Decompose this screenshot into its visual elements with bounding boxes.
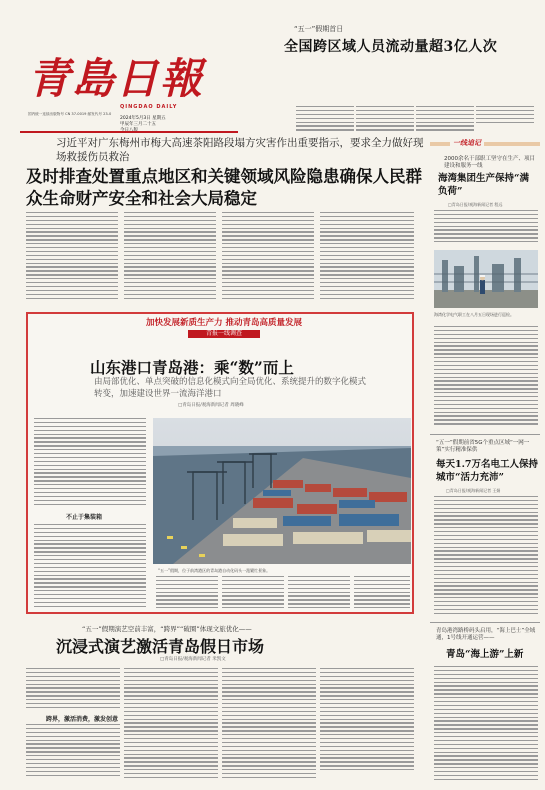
feature-body-column xyxy=(222,576,284,610)
feature-body-column xyxy=(34,418,146,508)
feature-subtitle-block xyxy=(84,318,364,340)
text-column xyxy=(416,106,474,136)
feature-tag: 青报一线调查 xyxy=(188,330,260,338)
plant-photo-svg xyxy=(434,250,538,308)
sidebar-separator xyxy=(430,622,540,623)
feature-body-column xyxy=(288,576,350,610)
port-photo[interactable] xyxy=(153,418,411,564)
sidebar-body-column xyxy=(434,326,538,426)
date-line: 2024年5月3日 星期五 xyxy=(120,116,166,121)
lead-kicker: 习近平对广东梅州市梅大高速茶阳路段塌方灾害作出重要指示，要求全力做好现场救援伤员救治 xyxy=(56,137,424,163)
lead-headline[interactable]: 及时排查处置重点地区和关键领域风险隐患确保人民群众生命财产安全和社会大局稳定 xyxy=(26,167,422,208)
sidebar-story3-kicker: 青岛港湾路桥码头启用，“海上巴士”全域通，1号线开通运营—— xyxy=(436,628,536,641)
port-photo-svg xyxy=(153,418,411,564)
sidebar-photo-caption: 海湾化学电气职工在八月五日现场进行巡检。 xyxy=(434,312,514,317)
section-label-text: 一线追记 xyxy=(450,138,484,148)
chemical-plant-photo[interactable] xyxy=(434,250,538,308)
feature-body-column xyxy=(354,576,410,610)
section-label-bar xyxy=(430,142,540,146)
feature-title[interactable]: 山东港口青岛港：乘“数”而上 xyxy=(90,358,294,377)
sidebar-story2-kicker: “五一”假期前省5G个重点区域“一网一策”实行精准保供 xyxy=(436,440,530,453)
text-column xyxy=(356,106,414,136)
sidebar-story1-byline: □青岛日报/观海新闻记者 程远 xyxy=(448,202,503,207)
bottom-body-column xyxy=(320,668,414,782)
newspaper-logo: 青島日報 xyxy=(28,54,205,103)
feature-body-column xyxy=(34,524,146,610)
sidebar-story1-kicker: 2000余名干部职工坚守在生产、项目建设和服务一线 xyxy=(444,156,535,169)
photo-caption: “五一”假期，位于前湾港区的青岛港自动化码头一派繁忙景象。 xyxy=(158,568,271,573)
sidebar-story2-headline[interactable]: 每天1.7万名电工人保持城市“活力充沛” xyxy=(436,459,539,483)
top-banner-story[interactable] xyxy=(240,14,538,134)
feature-byline: □青岛日报/观海新闻记者 周晓峰 xyxy=(178,403,244,408)
lead-body-column xyxy=(26,212,118,302)
feature-subtitle: 加快发展新质生产力 推动青岛高质量发展 xyxy=(146,318,302,328)
lead-body-column xyxy=(222,212,314,302)
bottom-headline[interactable]: 沉浸式演艺激活青岛假日市场 xyxy=(56,637,265,656)
bottom-body-column xyxy=(26,724,120,782)
sidebar-body-column xyxy=(434,496,538,616)
text-column xyxy=(476,106,534,136)
bottom-body-column xyxy=(124,668,218,782)
bottom-kicker: “五一”假期演艺空前丰富，“跨界”“破圈”体现文旅优化—— xyxy=(82,625,252,633)
logo-english: QINGDAO DAILY xyxy=(120,104,178,110)
masthead-rule xyxy=(20,131,238,133)
sidebar-story1-headline[interactable]: 海湾集团生产保持“满负荷” xyxy=(438,173,529,197)
bottom-body-column xyxy=(26,668,120,712)
feature-box[interactable] xyxy=(26,312,414,614)
feature-column-heading: 不止于集装箱 xyxy=(66,514,103,521)
sidebar-story2-byline: □青岛日报/观海新闻记者 王娟 xyxy=(446,488,501,493)
sidebar-body-column xyxy=(434,210,538,246)
top-banner-headline[interactable]: 全国跨区域人员流动量超3亿人次 xyxy=(284,39,498,55)
top-banner-columns xyxy=(296,106,536,136)
lunar-line: 甲辰年三月二十五 xyxy=(120,122,156,127)
text-column xyxy=(296,106,354,136)
lead-body-column xyxy=(124,212,216,302)
sidebar-body-column xyxy=(434,666,538,782)
bottom-byline: □青岛日报/观海新闻记者 米凯文 xyxy=(160,657,226,662)
bottom-body-column xyxy=(222,668,316,782)
issue-line: 国内统一连续出版物号 CN 37-0019 邮发代号 23-0 xyxy=(28,112,112,116)
bottom-sub-heading: 跨界，激活消费，激发创意 xyxy=(46,716,119,723)
sidebar-story3-headline[interactable]: 青岛“海上游”上新 xyxy=(446,649,524,660)
sidebar-separator xyxy=(430,434,540,435)
top-banner-kicker: “五一”假期首日 xyxy=(294,25,344,33)
feature-body-column xyxy=(156,576,218,610)
feature-deck: 由局部优化、单点突破的信息化模式向全局优化、系统提升的数字化模式转变，加速建设世界一流海洋港口 xyxy=(94,377,367,399)
sidebar-section-label xyxy=(430,138,540,150)
lead-body-column xyxy=(320,212,414,302)
